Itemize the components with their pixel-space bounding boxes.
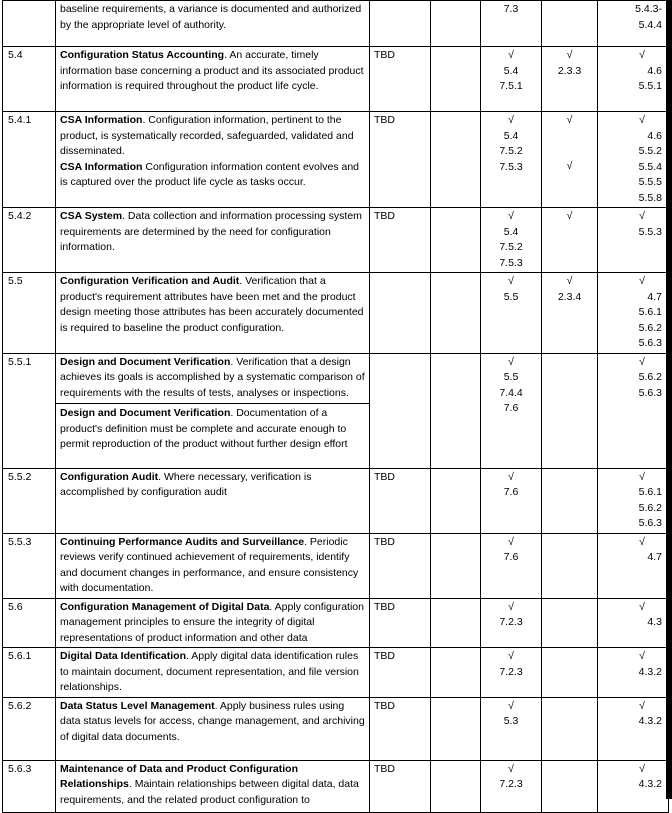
check-mark: √ bbox=[508, 600, 514, 613]
table-row bbox=[3, 598, 669, 648]
reference-value: 4.3.2 bbox=[638, 715, 662, 727]
reference-cell-a bbox=[481, 273, 542, 354]
section-number: 5.5.2 bbox=[8, 470, 32, 483]
section-number: 5.6.1 bbox=[8, 650, 32, 662]
reference-value: 5.5.2 bbox=[638, 145, 662, 157]
status-cell bbox=[370, 697, 431, 760]
empty-cell bbox=[431, 598, 481, 648]
reference-cell-b bbox=[542, 648, 598, 698]
table-row bbox=[3, 273, 669, 354]
reference-cell-c bbox=[598, 468, 669, 533]
reference-value: 5.4 bbox=[503, 64, 519, 77]
check-mark: √ bbox=[639, 470, 645, 483]
table-row bbox=[3, 112, 669, 208]
reference-cell-b bbox=[542, 1, 598, 47]
reference-cell-c bbox=[598, 697, 669, 760]
check-mark: √ bbox=[639, 650, 645, 662]
status-text: TBD bbox=[374, 210, 395, 222]
requirement-title: CSA Information bbox=[60, 114, 143, 126]
check-mark: √ bbox=[639, 210, 645, 222]
requirement-description: . Data collection and information processing system requirements are determined by the need for configuration information. bbox=[60, 210, 362, 253]
check-mark: √ bbox=[639, 762, 645, 775]
reference-value: 7.6 bbox=[503, 486, 519, 498]
requirement-cell bbox=[56, 208, 370, 273]
reference-cell-b bbox=[542, 112, 598, 208]
check-mark: √ bbox=[508, 470, 514, 483]
requirement-title: Data Status Level Management bbox=[60, 699, 215, 712]
status-cell bbox=[370, 598, 431, 648]
reference-cell-b bbox=[542, 598, 598, 648]
reference-cell-c bbox=[598, 760, 669, 812]
requirement-subentry bbox=[56, 403, 369, 453]
status-text: TBD bbox=[374, 650, 395, 662]
reference-value: 4.6 bbox=[647, 129, 662, 142]
reference-value: 5.6.3 bbox=[638, 337, 662, 349]
check-mark: √ bbox=[566, 275, 573, 287]
section-number: 5.6.2 bbox=[8, 699, 32, 712]
check-mark: √ bbox=[639, 699, 645, 712]
reference-cell-b bbox=[542, 468, 598, 533]
reference-value: 5.5 bbox=[503, 371, 519, 383]
section-number-cell bbox=[3, 112, 56, 208]
table-row bbox=[3, 353, 669, 468]
section-number-cell bbox=[3, 760, 56, 812]
table-row bbox=[3, 1, 669, 47]
section-number-cell bbox=[3, 468, 56, 533]
table-row bbox=[3, 533, 669, 598]
reference-cell-b bbox=[542, 697, 598, 760]
check-mark: √ bbox=[566, 159, 573, 172]
requirement-title: Maintenance of Data and Product Configuration Relationships bbox=[60, 762, 299, 790]
empty-cell bbox=[431, 697, 481, 760]
reference-cell-b bbox=[542, 208, 598, 273]
section-number-cell bbox=[3, 1, 56, 47]
check-mark: √ bbox=[508, 275, 514, 287]
table-row bbox=[3, 648, 669, 698]
table-row bbox=[3, 468, 669, 533]
requirement-description: Configuration information content evolves and is captured over the product life cycle as tasks occur. bbox=[60, 160, 360, 188]
reference-cell-a bbox=[481, 468, 542, 533]
table-row bbox=[3, 697, 669, 760]
reference-value: 5.4.4 bbox=[638, 18, 662, 31]
reference-value: 5.4 bbox=[503, 129, 519, 142]
status-cell bbox=[370, 208, 431, 273]
reference-cell-b bbox=[542, 353, 598, 468]
reference-cell-a bbox=[481, 353, 542, 468]
empty-cell bbox=[431, 208, 481, 273]
reference-value: 7.5.2 bbox=[499, 145, 523, 157]
reference-value: 5.6.3 bbox=[638, 386, 662, 399]
requirement-description: . Apply business rules using data status levels for access, change management, and archiving of digital data documents. bbox=[60, 699, 365, 743]
status-cell bbox=[370, 533, 431, 598]
reference-cell-c bbox=[598, 353, 669, 468]
requirement-cell bbox=[56, 112, 370, 208]
requirement-subentry bbox=[60, 160, 365, 191]
reference-value: 5.6.2 bbox=[638, 501, 662, 514]
status-text: TBD bbox=[374, 600, 395, 613]
requirements-matrix-table bbox=[2, 0, 669, 813]
requirement-title: Configuration Management of Digital Data bbox=[60, 600, 270, 613]
empty-cell bbox=[431, 760, 481, 812]
reference-value: 4.7 bbox=[647, 551, 662, 563]
requirement-title: Digital Data Identification bbox=[60, 650, 187, 662]
reference-value: 7.4.4 bbox=[499, 386, 523, 399]
check-mark: √ bbox=[639, 114, 645, 126]
empty-cell bbox=[431, 273, 481, 354]
status-cell bbox=[370, 273, 431, 354]
reference-value: 4.3.2 bbox=[638, 665, 662, 678]
section-number: 5.6 bbox=[8, 600, 23, 613]
section-number-cell bbox=[3, 273, 56, 354]
reference-cell-a bbox=[481, 697, 542, 760]
requirement-cell bbox=[56, 468, 370, 533]
requirement-description: . Verification that a product's requirement attributes have been met and the product design meeting those attributes has been accurately documented is required to baseline the product configuration. bbox=[60, 275, 364, 334]
reference-cell-b bbox=[542, 273, 598, 354]
section-number-cell bbox=[3, 47, 56, 112]
empty-cell bbox=[431, 1, 481, 47]
requirement-title: Design and Document Verification bbox=[60, 355, 231, 368]
reference-cell-c bbox=[598, 533, 669, 598]
reference-value: 7.2.3 bbox=[499, 616, 523, 628]
reference-value: 4.7 bbox=[647, 290, 662, 303]
check-mark: √ bbox=[639, 49, 645, 61]
reference-value: 2.3.4 bbox=[557, 290, 582, 303]
requirement-cell bbox=[56, 648, 370, 698]
page-edge bbox=[666, 0, 672, 799]
requirement-cell bbox=[56, 273, 370, 354]
reference-value: 5.6.1 bbox=[638, 306, 662, 318]
reference-cell-c bbox=[598, 1, 669, 47]
reference-cell-c bbox=[598, 47, 669, 112]
check-mark: √ bbox=[508, 49, 514, 61]
reference-cell-b bbox=[542, 533, 598, 598]
reference-cell-a bbox=[481, 533, 542, 598]
reference-value: 5.5.5 bbox=[638, 176, 662, 188]
status-text: TBD bbox=[374, 535, 395, 548]
table-row bbox=[3, 47, 669, 112]
empty-cell bbox=[431, 112, 481, 208]
requirement-cell bbox=[56, 1, 370, 47]
status-text: TBD bbox=[374, 470, 395, 483]
reference-cell-a bbox=[481, 208, 542, 273]
reference-value: 7.5.2 bbox=[499, 241, 523, 253]
section-number: 5.4.2 bbox=[8, 210, 32, 222]
check-mark: √ bbox=[508, 114, 514, 126]
check-mark: √ bbox=[639, 535, 645, 548]
section-number: 5.5 bbox=[8, 275, 23, 287]
reference-value: 5.4.3- bbox=[635, 3, 662, 15]
requirement-title: CSA System bbox=[60, 210, 123, 222]
reference-value: 4.3.2 bbox=[638, 778, 662, 790]
status-cell bbox=[370, 468, 431, 533]
reference-cell-c bbox=[598, 273, 669, 354]
reference-value: 7.6 bbox=[503, 551, 519, 563]
reference-cell-a bbox=[481, 47, 542, 112]
requirement-title: Configuration Audit bbox=[60, 470, 159, 483]
status-cell bbox=[370, 1, 431, 47]
reference-value: 5.6.2 bbox=[638, 321, 662, 334]
requirement-cell bbox=[56, 697, 370, 760]
check-mark: √ bbox=[566, 114, 573, 126]
requirement-description: . Maintain relationships between digital data, data requirements, and the related product configuration to bbox=[60, 778, 359, 806]
section-number-cell bbox=[3, 598, 56, 648]
requirement-description: . An accurate, timely information base concerning a product and its associated product information is required throughout the product life cycle. bbox=[60, 49, 364, 92]
check-mark: √ bbox=[508, 762, 514, 775]
requirement-description: . Periodic reviews verify continued achievement of requirements, identify and document changes in performance, and ensure consistency with documentation. bbox=[60, 535, 359, 594]
reference-value: 5.5.3 bbox=[638, 225, 662, 238]
section-number: 5.4 bbox=[8, 49, 23, 61]
reference-cell-b bbox=[542, 47, 598, 112]
check-mark: √ bbox=[508, 355, 514, 368]
status-cell bbox=[370, 760, 431, 812]
status-text: TBD bbox=[374, 699, 395, 712]
section-number: 5.5.3 bbox=[8, 535, 32, 548]
check-mark: √ bbox=[566, 210, 573, 222]
requirement-description: . Configuration information, pertinent to the product, is systematically recorded, safeguarded, validated and disseminated. bbox=[60, 114, 354, 157]
requirement-title: Design and Document Verification bbox=[60, 407, 231, 419]
reference-cell-a bbox=[481, 760, 542, 812]
requirement-description: . Where necessary, verification is accomplished by configuration audit bbox=[60, 470, 312, 498]
section-number-cell bbox=[3, 353, 56, 468]
status-cell bbox=[370, 112, 431, 208]
requirement-cell bbox=[56, 47, 370, 112]
section-number-cell bbox=[3, 208, 56, 273]
check-mark: √ bbox=[639, 355, 645, 368]
status-text: TBD bbox=[374, 49, 395, 61]
reference-value: 5.4 bbox=[503, 225, 519, 238]
reference-value: 5.5 bbox=[503, 290, 519, 303]
check-mark: √ bbox=[566, 49, 573, 61]
reference-value: 7.2.3 bbox=[499, 778, 523, 790]
empty-cell bbox=[431, 353, 481, 468]
reference-cell-c bbox=[598, 598, 669, 648]
requirement-description: . Documentation of a product's definition must be complete and accurate enough to permit reproduction of the product without further design effort bbox=[60, 407, 348, 450]
reference-value: 5.6.2 bbox=[638, 371, 662, 383]
reference-cell-a bbox=[481, 1, 542, 47]
reference-value: 7.5.1 bbox=[499, 80, 523, 92]
requirement-cell bbox=[56, 598, 370, 648]
section-number: 5.5.1 bbox=[8, 355, 32, 368]
requirement-description: baseline requirements, a variance is documented and authorized by the appropriate level of authority. bbox=[60, 3, 362, 31]
requirement-title: Configuration Verification and Audit bbox=[60, 275, 240, 287]
status-text: TBD bbox=[374, 114, 395, 126]
reference-value: 4.3 bbox=[647, 616, 662, 628]
reference-value: 7.5.3 bbox=[499, 256, 523, 269]
section-number: 5.6.3 bbox=[8, 762, 32, 775]
reference-cell-a bbox=[481, 648, 542, 698]
section-number-cell bbox=[3, 648, 56, 698]
reference-cell-a bbox=[481, 112, 542, 208]
reference-value: 5.5.1 bbox=[638, 80, 662, 92]
reference-value: 7.6 bbox=[503, 402, 519, 414]
requirement-title: CSA Information bbox=[60, 160, 143, 173]
table-row bbox=[3, 208, 669, 273]
status-cell bbox=[370, 353, 431, 468]
status-text: TBD bbox=[374, 762, 395, 775]
requirement-cell bbox=[56, 760, 370, 812]
check-mark: √ bbox=[639, 275, 645, 287]
reference-value: 5.5.4 bbox=[638, 160, 662, 173]
reference-value: 7.5.3 bbox=[499, 160, 523, 173]
check-mark: √ bbox=[508, 535, 514, 548]
empty-cell bbox=[431, 648, 481, 698]
section-number: 5.4.1 bbox=[8, 114, 32, 126]
reference-value: 5.6.1 bbox=[638, 486, 662, 498]
table-body bbox=[3, 1, 669, 813]
empty-cell bbox=[431, 533, 481, 598]
reference-value: 5.3 bbox=[503, 715, 519, 727]
table-row bbox=[3, 760, 669, 812]
section-number-cell bbox=[3, 533, 56, 598]
requirement-title: Configuration Status Accounting bbox=[60, 49, 225, 61]
reference-cell-c bbox=[598, 112, 669, 208]
reference-cell-b bbox=[542, 760, 598, 812]
empty-cell bbox=[431, 47, 481, 112]
requirement-description: . Apply digital data identification rules to maintain document, document representation, and file version relationships. bbox=[60, 650, 359, 693]
empty-cell bbox=[431, 468, 481, 533]
reference-cell-a bbox=[481, 598, 542, 648]
reference-value: 5.5.8 bbox=[638, 191, 662, 204]
check-mark: √ bbox=[639, 600, 645, 613]
section-number-cell bbox=[3, 697, 56, 760]
check-mark: √ bbox=[508, 699, 514, 712]
reference-value: 4.6 bbox=[647, 64, 662, 77]
reference-cell-c bbox=[598, 208, 669, 273]
reference-cell-c bbox=[598, 648, 669, 698]
reference-value: 7.2.3 bbox=[499, 665, 523, 678]
requirement-cell bbox=[56, 353, 370, 468]
check-mark: √ bbox=[508, 650, 514, 662]
requirement-title: Continuing Performance Audits and Surveillance bbox=[60, 535, 305, 548]
status-cell bbox=[370, 47, 431, 112]
requirement-description: . Verification that a design achieves its goals is accomplished by a systematic comparison of requirements with the results of tests, analyses or inspections. bbox=[60, 355, 365, 399]
check-mark: √ bbox=[508, 210, 514, 222]
status-cell bbox=[370, 648, 431, 698]
requirement-description: . Apply configuration management principles to ensure the integrity of digital representations of product information and other data bbox=[60, 600, 364, 644]
reference-value: 5.6.3 bbox=[638, 517, 662, 529]
reference-value: 2.3.3 bbox=[557, 64, 582, 77]
requirement-cell bbox=[56, 533, 370, 598]
reference-value: 7.3 bbox=[503, 3, 519, 15]
